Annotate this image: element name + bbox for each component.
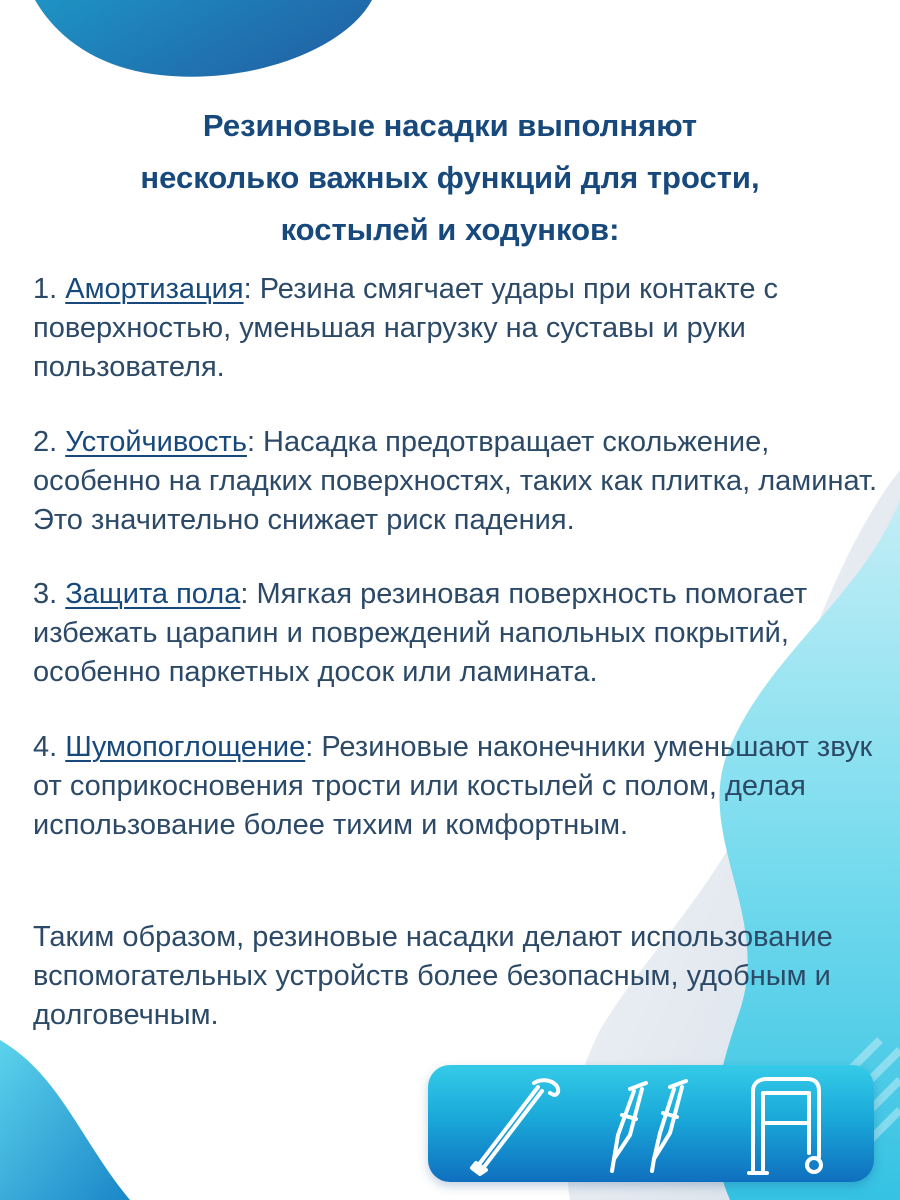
item-term: Устойчивость (65, 426, 247, 458)
mobility-aids-panel (428, 1065, 874, 1182)
function-item-2 (33, 423, 878, 540)
page-title (60, 100, 840, 256)
item-number: 1. (33, 273, 58, 305)
crutches-icon (600, 1073, 710, 1177)
item-text: : Резиновые наконечники уменьшают звук от соприкосновения трости или костылей с полом, делая использование более тихим и комфортным. (33, 731, 873, 841)
cane-icon (458, 1073, 568, 1177)
function-item-3 (33, 575, 878, 692)
title-line-1: Резиновые насадки выполняют (202, 108, 698, 143)
conclusion-text: Таким образом, резиновые насадки делают использование вспомогательных устройств более безопасным, удобным и долговечным. (33, 921, 833, 1031)
item-text: : Мягкая резиновая поверхность помогает избежать царапин и повреждений напольных покрытий, особенно паркетных досок или ламината. (33, 578, 808, 688)
item-term: Защита пола (65, 578, 241, 610)
walker-icon (733, 1073, 843, 1177)
item-number: 2. (33, 426, 58, 458)
item-text: : Насадка предотвращает скольжение, особенно на гладких поверхностях, таких как плитка, ламинат. Это значительно снижает риск падения. (33, 426, 878, 536)
title-line-3: костылей и ходунков: (280, 212, 620, 247)
function-item-4 (33, 728, 878, 845)
item-number: 3. (33, 578, 58, 610)
item-text: : Резина смягчает удары при контакте с поверхностью, уменьшая нагрузку на суставы и руки пользователя. (33, 273, 779, 383)
item-term: Шумопоглощение (65, 731, 306, 763)
title-line-2: несколько важных функций для трости, (140, 160, 760, 195)
function-item-1 (33, 270, 878, 387)
item-number: 4. (33, 731, 58, 763)
item-term: Амортизация (65, 273, 244, 305)
